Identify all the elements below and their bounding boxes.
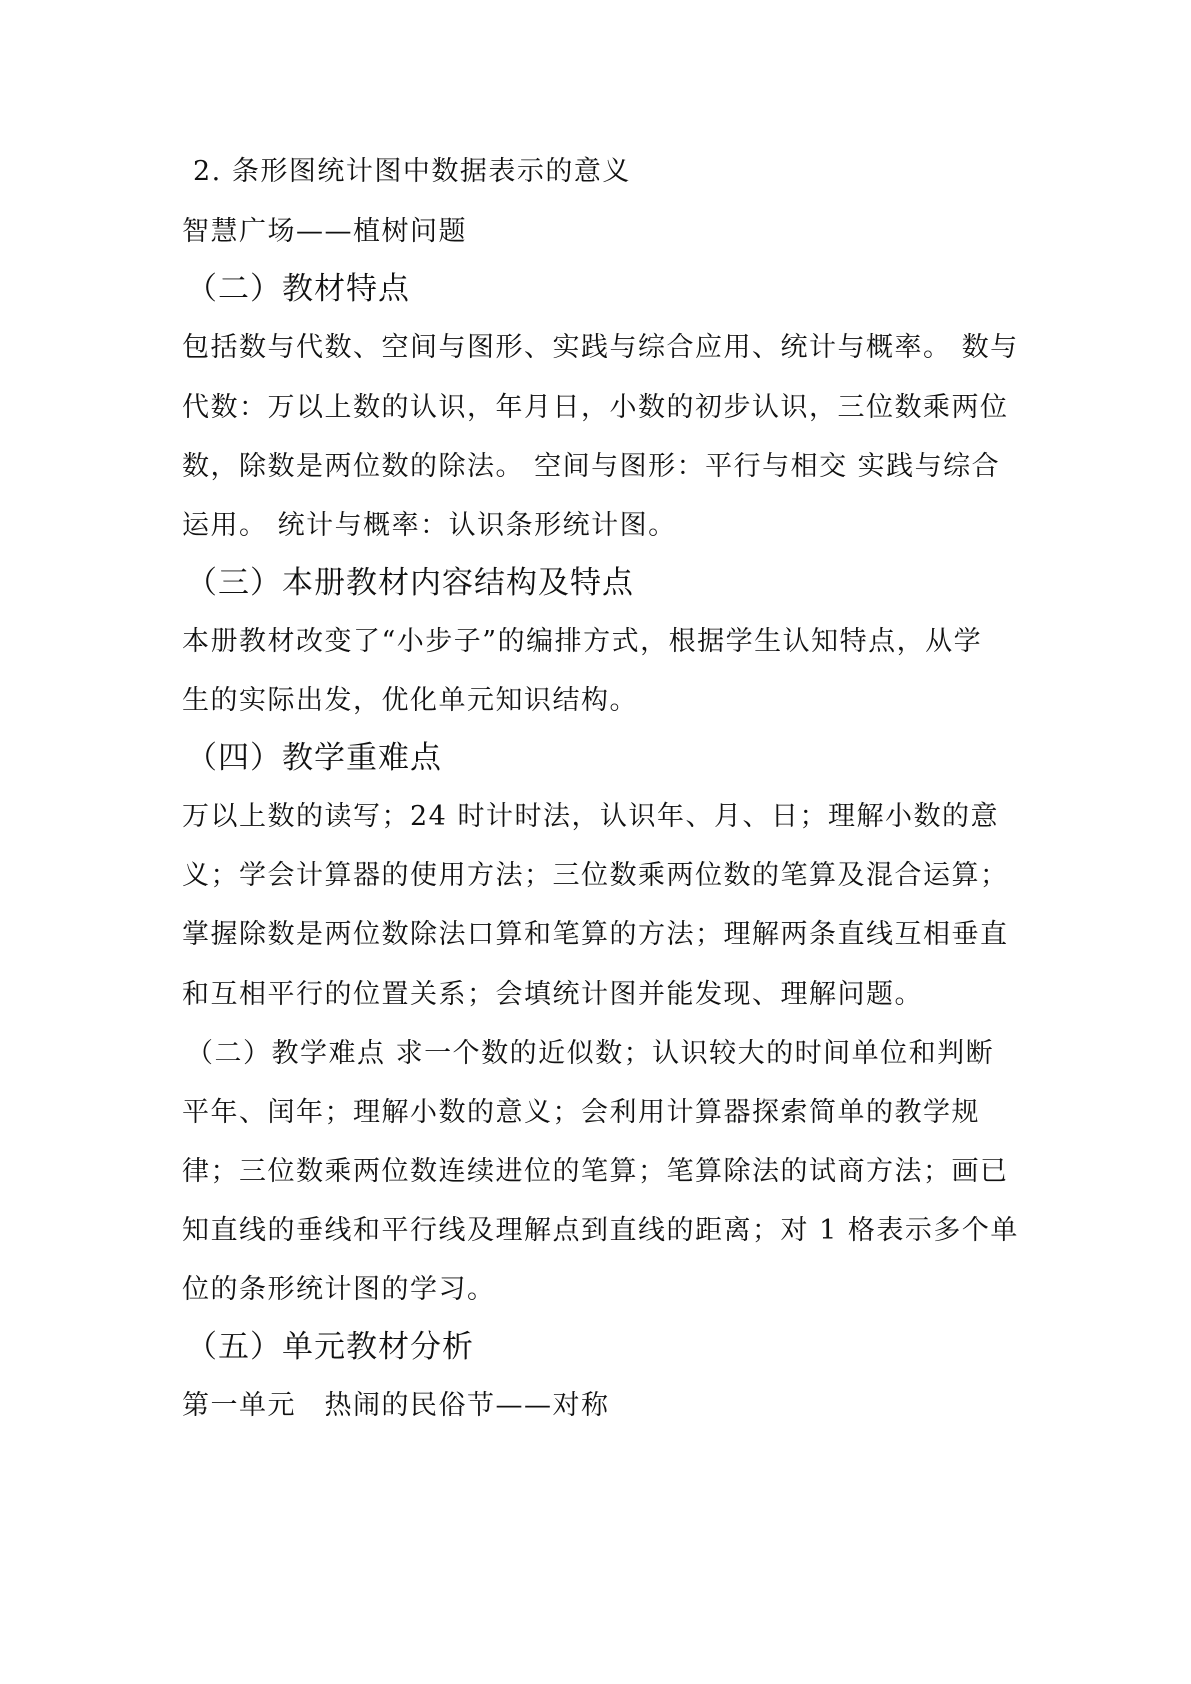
paragraph-line: 知直线的垂线和平行线及理解点到直线的距离；对 1 格表示多个单 [182, 1215, 1019, 1246]
section-heading-textbook-features: （二）教材特点 [186, 271, 410, 307]
list-item-bar-chart-meaning: 2. 条形图统计图中数据表示的意义 [193, 156, 631, 187]
paragraph-line: 生的实际出发，优化单元知识结构。 [182, 685, 638, 716]
section-heading-content-structure: （三）本册教材内容结构及特点 [186, 565, 634, 601]
paragraph-line: 和互相平行的位置关系；会填统计图并能发现、理解问题。 [182, 979, 923, 1010]
paragraph-line: 运用。 统计与概率：认识条形统计图。 [182, 510, 677, 541]
paragraph-tree-planting: 智慧广场——植树问题 [182, 216, 467, 247]
paragraph-line: 义；学会计算器的使用方法；三位数乘两位数的笔算及混合运算； [182, 860, 1009, 891]
section-heading-unit-analysis: （五）单元教材分析 [186, 1329, 474, 1365]
paragraph-line: 本册教材改变了“小步子”的编排方式，根据学生认知特点，从学 [182, 626, 983, 657]
section-heading-key-points: （四）教学重难点 [186, 740, 442, 776]
paragraph-line: 数，除数是两位数的除法。 空间与图形：平行与相交 实践与综合 [182, 451, 1001, 482]
paragraph-line: 律；三位数乘两位数连续进位的笔算；笔算除法的试商方法；画已 [182, 1156, 1009, 1187]
paragraph-line: 代数：万以上数的认识，年月日，小数的初步认识，三位数乘两位 [182, 392, 1009, 423]
paragraph-line: 掌握除数是两位数除法口算和笔算的方法；理解两条直线互相垂直 [182, 919, 1009, 950]
paragraph-line: 包括数与代数、空间与图形、实践与综合应用、统计与概率。 数与 [182, 332, 1019, 363]
paragraph-line: 平年、闰年；理解小数的意义；会利用计算器探索简单的教学规 [182, 1097, 980, 1128]
paragraph-line: 万以上数的读写；24 时计时法，认识年、月、日；理解小数的意 [182, 801, 999, 832]
paragraph-unit-one: 第一单元 热闹的民俗节——对称 [182, 1390, 610, 1421]
paragraph-line-difficulties: （二）教学难点 求一个数的近似数；认识较大的时间单位和判断 [186, 1038, 995, 1069]
paragraph-line: 位的条形统计图的学习。 [182, 1274, 496, 1305]
